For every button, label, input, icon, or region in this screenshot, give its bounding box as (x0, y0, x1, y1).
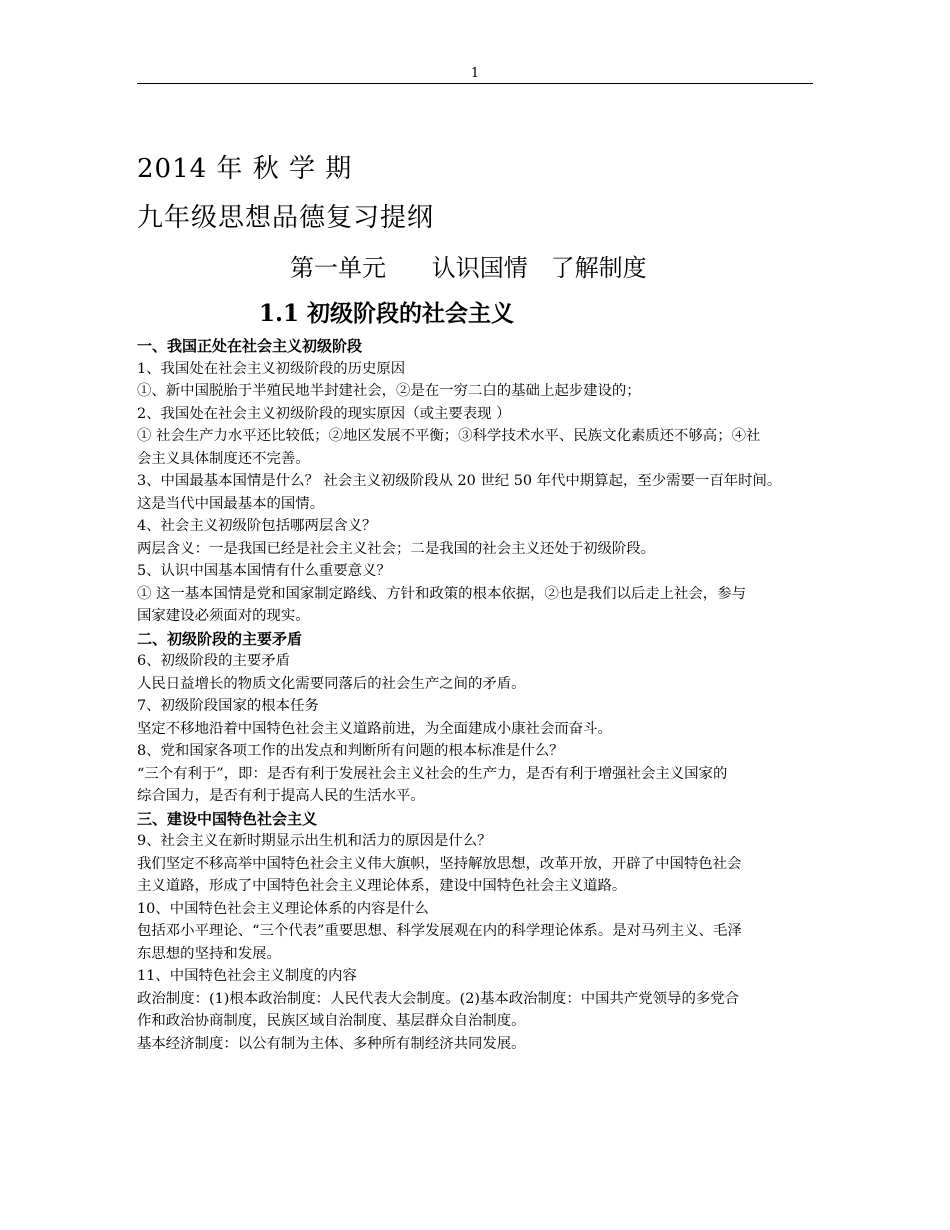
body-line: 1、我国处在社会主义初级阶段的历史原因 (137, 360, 406, 377)
header-rule (137, 83, 813, 84)
body-line: 包括邓小平理论、“三个代表”重要思想、科学发展观在内的科学理论体系。是对马列主义、毛泽 (137, 923, 742, 939)
section-heading: 二、初级阶段的主要矛盾 (137, 629, 303, 648)
body-line: 这是当代中国最基本的国情。 (137, 495, 325, 512)
body-line: 作和政治协商制度，民族区域自治制度、基层群众自治制度。 (137, 1013, 526, 1029)
body-line: 11、中国特色社会主义制度的内容 (137, 968, 357, 984)
semester-title: 2014 年 秋 学 期 (137, 154, 353, 184)
body-line: 综合国力，是否有利于提高人民的生活水平。 (137, 788, 425, 804)
body-line: 会主义具体制度还不完善。 (137, 450, 310, 467)
unit-title: 第一单元 认识国情 了解制度 (290, 254, 647, 282)
page-number: 1 (470, 66, 480, 81)
section-heading: 三、建设中国特色社会主义 (137, 809, 318, 828)
course-title: 九年级思想品德复习提纲 (137, 203, 435, 233)
body-line: ① 社会生产力水平还比较低；②地区发展不平衡；③科学技术水平、民族文化素质还不够高；④社 (137, 428, 761, 444)
body-line: 2、我国处在社会主义初级阶段的现实原因（或主要表现 ） (137, 405, 511, 422)
section-title: 1.1 初级阶段的社会主义 (259, 300, 515, 327)
body-line: 政治制度：(1)根本政治制度：人民代表大会制度。(2)基本政治制度：中国共产党领导的多党合 (137, 990, 740, 1007)
body-line: “三个有利于”，即：是否有利于发展社会主义社会的生产力，是否有利于增强社会主义国家的 (137, 765, 728, 782)
body-line: 9、社会主义在新时期显示出生机和活力的原因是什么？ (137, 833, 492, 849)
body-line: ①、新中国脱胎于半殖民地半封建社会，②是在一穷二白的基础上起步建设的； (137, 383, 641, 399)
body-line: ① 这一基本国情是党和国家制定路线、方针和政策的根本依据，②也是我们以后走上社会，参与 (137, 585, 746, 602)
body-line: 东思想的坚持和发展。 (137, 945, 281, 962)
section-heading: 一、我国正处在社会主义初级阶段 (137, 337, 363, 355)
body-line: 8、党和国家各项工作的出发点和判断所有问题的根本标准是什么？ (137, 743, 564, 759)
body-line: 5、认识中国基本国情有什么重要意义？ (137, 563, 391, 579)
body-line: 3、中国最基本国情是什么？ 社会主义初级阶段从 20 世纪 50 年代中期算起，至少需要一百年时间。 (137, 473, 782, 489)
body-line: 10、中国特色社会主义理论体系的内容是什么 (137, 900, 429, 917)
body-line: 主义道路，形成了中国特色社会主义理论体系，建设中国特色社会主义道路。 (137, 878, 627, 894)
document-body (137, 335, 813, 1055)
body-line: 坚定不移地沿着中国特色社会主义道路前进，为全面建成小康社会而奋斗。 (137, 720, 612, 737)
body-line: 6、初级阶段的主要矛盾 (137, 653, 291, 669)
body-line: 基本经济制度：以公有制为主体、多种所有制经济共同发展。 (137, 1035, 526, 1052)
body-line: 4、社会主义初级阶包括哪两层含义？ (137, 518, 377, 534)
body-line: 两层含义：一是我国已经是社会主义社会；二是我国的社会主义还处于初级阶段。 (137, 540, 656, 557)
body-line: 人民日益增长的物质文化需要同落后的社会生产之间的矛盾。 (137, 675, 526, 692)
body-line: 7、初级阶段国家的根本任务 (137, 698, 319, 714)
body-line: 我们坚定不移高举中国特色社会主义伟大旗帜，坚持解放思想，改革开放，开辟了中国特色社会 (137, 855, 742, 872)
body-line: 国家建设必须面对的现实。 (137, 608, 310, 624)
